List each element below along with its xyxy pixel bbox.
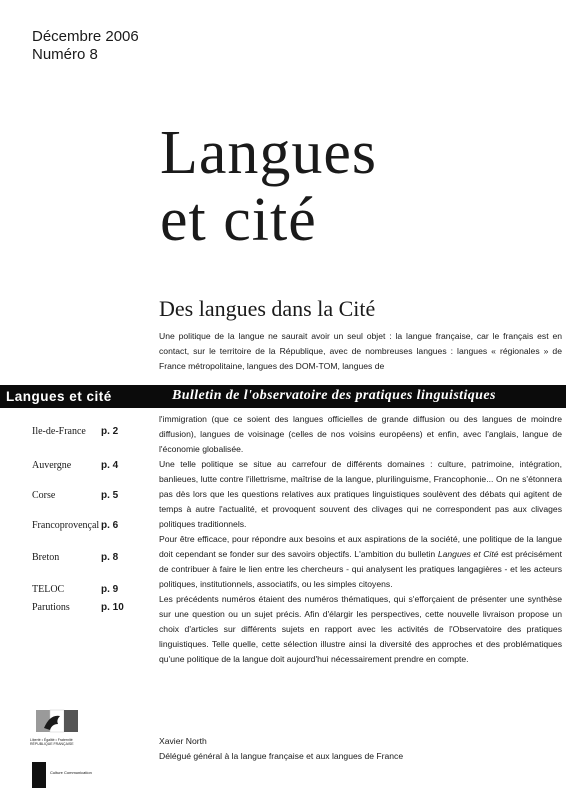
issue-number: Numéro 8 [32, 46, 98, 63]
body-paragraph-1: l'immigration (que ce soient des langues officielles de grande diffusion ou des langues de moindre diffusion), langues de voisinage (celles de nos voisins européens) et enfin, avec l'anglais, langue de l'économie globalisée. [159, 414, 562, 454]
toc-label: Corse [32, 490, 56, 501]
marianne-icon [30, 708, 86, 738]
body-text-span: Pour être efficace, pour répondre aux besoins et aux aspirations de la société, une politique de la langue doit cependant se fonder sur des savoirs objectifs. L'ambition du bulletin [159, 534, 562, 559]
title-line-1: Langues [160, 119, 378, 187]
toc-page: p. 9 [101, 584, 119, 595]
masthead-bar [0, 385, 566, 408]
body-text-span: est précisément de contribuer à faire le lien entre les chercheurs - qui analysent les pratiques langagières - et les acteurs politiques, institutionnels, associatifs, ou les simples citoyens. [159, 549, 562, 589]
toc-page: p. 2 [101, 426, 119, 437]
editorial-intro [159, 329, 562, 374]
bar-subtitle: Bulletin de l'observatoire des pratiques linguistiques [172, 388, 496, 403]
culture-logo-icon [30, 760, 92, 790]
body-paragraph-3 [159, 532, 562, 592]
author-role: Délégué général à la langue française et aux langues de France [159, 751, 404, 761]
toc-item-ile-de-france[interactable] [32, 426, 152, 442]
toc-item-parutions[interactable] [32, 602, 152, 618]
toc-label: Breton [32, 552, 60, 563]
toc-label: Parutions [32, 602, 70, 613]
toc-page: p. 4 [101, 460, 119, 471]
toc-item-francoprovencal[interactable] [32, 520, 152, 536]
toc-item-auvergne[interactable] [32, 460, 152, 476]
body-paragraph-4: Les précédents numéros étaient des numéros thématiques, qui s'efforçaient de présenter une synthèse sur une question ou un sujet précis. Afin d'élargir les perspectives, cette nouvelle livraison propose un choix d'articles sur différents sujets en rapport avec les activités de l'Observatoire des pratiques linguistiques. Telle quelle, cette sélection illustre ainsi la diversité des approches et des problématiques qu'une politique de la langue doit aujourd'hui nécessairement prendre en compte. [159, 594, 562, 664]
intro-paragraph: Une politique de la langue ne saurait avoir un seul objet : la langue française, car le français est en contact, sur le territoire de la République, avec de nombreuses langues : langues « régionales » de France métropolitaine, langues des DOM-TOM, langues de [159, 331, 562, 371]
bulletin-name: Langues et Cité [437, 549, 499, 559]
issue-date: Décembre 2006 [32, 28, 139, 45]
logo-culture-text: Culture Communication [50, 770, 92, 775]
logo-rf-text: Liberté • Égalité • Fraternité RÉPUBLIQUE FRANÇAISE [30, 738, 74, 746]
toc-page: p. 8 [101, 552, 119, 563]
toc-item-corse[interactable] [32, 490, 152, 506]
toc-label: Ile-de-France [32, 426, 86, 437]
masthead-title [160, 118, 377, 252]
toc-label: Francoprovençal [32, 520, 100, 531]
toc-page: p. 5 [101, 490, 119, 501]
republique-francaise-logo [30, 708, 86, 746]
signature-block [159, 734, 562, 764]
ministere-culture-logo [30, 760, 92, 790]
editorial-headline: Des langues dans la Cité [159, 296, 376, 321]
bar-publication-name: Langues et cité [6, 389, 112, 404]
toc-page: p. 6 [101, 520, 119, 531]
toc-item-teloc[interactable] [32, 584, 152, 600]
toc-page: p. 10 [101, 602, 124, 613]
toc-label: Auvergne [32, 460, 72, 471]
title-line-2: et cité [160, 186, 317, 254]
issue-header [32, 28, 139, 64]
toc-item-breton[interactable] [32, 552, 152, 568]
author-name: Xavier North [159, 736, 207, 746]
body-paragraph-2: Une telle politique se situe au carrefour de différents domaines : culture, patrimoine, intégration, banlieues, lutte contre l'illettrisme, maîtrise de la langue, plurilinguisme, Francophonie... On ne s'étonnera pas dès lors que les questions relatives aux pratiques linguistiques soulèvent des débats qui agitent de temps à autre l'actualité, et provoquent souvent des clivages qui ne correspondent pas aux clivages politiques traditionnels. [159, 459, 562, 529]
editorial-body [159, 412, 562, 667]
toc-label: TELOC [32, 584, 65, 595]
